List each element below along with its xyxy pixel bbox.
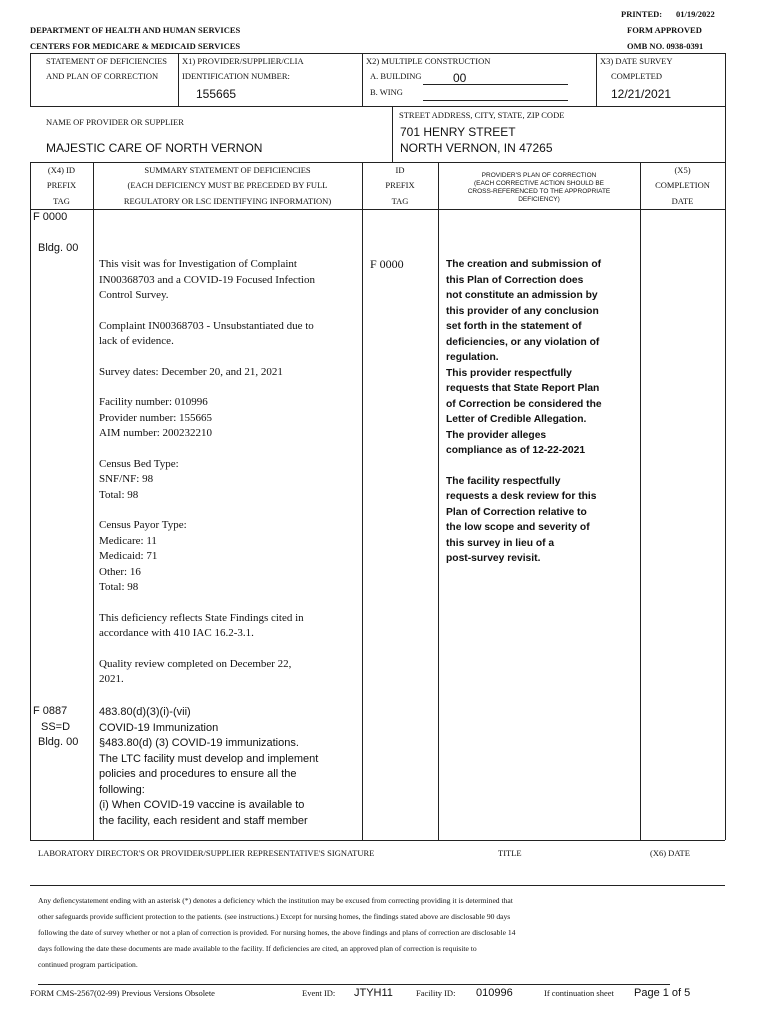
x4-header-2: PREFIX	[46, 180, 77, 190]
building-tag-2: Bldg. 00	[38, 736, 79, 748]
form-approved: FORM APPROVED	[627, 25, 702, 35]
x3-label-1: X3) DATE SURVEY	[600, 56, 673, 66]
frame-top-line	[30, 53, 725, 54]
regulation-line: (i) When COVID-19 vaccine is available to	[99, 799, 305, 811]
building-tag-1: Bldg. 00	[38, 242, 79, 254]
summary-line: Medicare: 11	[99, 534, 157, 547]
x1-label-1: X1) PROVIDER/SUPPLIER/CLIA	[182, 56, 304, 66]
disclaimer-line: continued program participation.	[38, 960, 138, 969]
building-value: 00	[453, 71, 467, 85]
plan-line: requests a desk review for this	[446, 491, 597, 502]
statement-label-1: STATEMENT OF DEFICIENCIES	[46, 56, 168, 66]
frame-line-name	[30, 162, 725, 163]
frame-left-top	[30, 53, 31, 106]
x1-label-2: IDENTIFICATION NUMBER:	[182, 71, 290, 81]
plan-line: not constitute an admission by	[446, 290, 598, 301]
id-prefix-tag-1: F 0000	[370, 257, 404, 271]
disclaimer-line: other safeguards provide sufficient protection to the patients. (see instructions.) Except for nursing homes, the findings stated above are disclosable 90 days	[38, 912, 511, 921]
plan-paragraph	[446, 474, 638, 567]
summary-line: Medicaid: 71	[99, 550, 158, 562]
plan-line: compliance as of 12-22-2021	[446, 445, 586, 456]
divider-id	[438, 162, 439, 840]
divider-x2	[362, 53, 363, 106]
plan-line: set forth in the statement of	[446, 321, 582, 332]
regulation-line: following:	[99, 783, 145, 796]
plan-line: this provider of any conclusion	[446, 305, 599, 317]
x5-header-2: COMPLETION	[655, 180, 710, 190]
plan-line: The creation and submission of	[446, 259, 602, 270]
divider-address	[392, 106, 393, 162]
id-header-3: TAG	[391, 196, 409, 206]
summary-paragraph	[99, 611, 359, 642]
prefix-tag-1: F 0000	[33, 211, 68, 223]
summary-header-3: REGULATORY OR LSC IDENTIFYING INFORMATION)	[123, 196, 332, 206]
regulation-line: 483.80(d)(3)(i)-(vii)	[99, 706, 191, 718]
address-line-1: 701 HENRY STREET	[400, 125, 516, 139]
summary-line: This visit was for Investigation of Complaint	[99, 258, 297, 270]
plan-paragraph	[446, 257, 638, 459]
x4-header-1: (X4) ID	[47, 165, 76, 175]
omb-number: OMB NO. 0938-0391	[627, 41, 704, 51]
summary-paragraph	[99, 395, 359, 442]
summary-line: 2021.	[99, 673, 124, 685]
prefix-tag-2: F 0887	[33, 705, 68, 717]
summary-line: Total: 98	[99, 488, 139, 501]
summary-line: Total: 98	[99, 581, 139, 593]
address-label: STREET ADDRESS, CITY, STATE, ZIP CODE	[399, 110, 565, 120]
plan-line: Letter of Credible Allegation.	[446, 414, 587, 425]
continuation-label: If continuation sheet	[544, 988, 614, 998]
x4-header-3: TAG	[53, 196, 70, 206]
plan-line: The facility respectfully	[446, 475, 561, 487]
regulation-line: the facility, each resident and staff member	[99, 814, 308, 827]
summary-line: Facility number: 010996	[99, 396, 208, 408]
event-id: JTYH11	[354, 987, 393, 999]
divider-x1	[178, 53, 179, 106]
summary-paragraph	[99, 365, 359, 381]
divider-plan	[640, 162, 641, 840]
statement-label-2: AND PLAN OF CORRECTION	[46, 71, 159, 81]
summary-header-1: SUMMARY STATEMENT OF DEFICIENCIES	[144, 165, 311, 175]
plan-line: The provider alleges	[446, 429, 547, 441]
summary-header-2: (EACH DEFICIENCY MUST BE PRECEDED BY FULL	[127, 180, 328, 190]
x5-header-1: (X5)	[674, 165, 691, 175]
disclaimer-line: following the date of survey whether or not a plan of correction is provided. For nursing homes, the above findings and plans of correction are disclosable 14	[38, 928, 516, 937]
plan-line: requests that State Report Plan	[446, 383, 600, 394]
plan-line: regulation.	[446, 352, 499, 363]
summary-line: Provider number: 155665	[99, 411, 213, 424]
frame-left-body	[30, 162, 31, 840]
divider-prefix	[93, 162, 94, 840]
plan-header-4: DEFICIENCY)	[518, 196, 560, 203]
regulation-text	[99, 705, 361, 829]
printed-label: PRINTED:	[621, 9, 663, 19]
id-header-2: PREFIX	[385, 180, 415, 190]
summary-line: Control Survey.	[99, 289, 169, 301]
provider-name-label: NAME OF PROVIDER OR SUPPLIER	[46, 117, 184, 127]
signature-label: LABORATORY DIRECTOR'S OR PROVIDER/SUPPLIER REPRESENTATIVE'S SIGNATURE	[38, 848, 375, 858]
department-title: DEPARTMENT OF HEALTH AND HUMAN SERVICES	[30, 25, 241, 35]
page-number: Page 1 of 5	[634, 987, 691, 999]
facility-id-label: Facility ID:	[416, 988, 456, 998]
building-underline	[423, 84, 568, 85]
wing-underline	[423, 100, 568, 101]
x5-header-3: DATE	[671, 196, 694, 206]
signature-line	[30, 885, 725, 886]
frame-right	[725, 53, 726, 840]
wing-label: B. WING	[370, 87, 403, 97]
plan-header-3: CROSS-REFERENCED TO THE APPROPRIATE	[467, 188, 611, 195]
plan-line: This provider respectfully	[446, 367, 572, 379]
summary-paragraph	[99, 457, 359, 504]
plan-line: of Correction be considered the	[446, 398, 602, 410]
frame-line-columns	[30, 209, 725, 210]
building-label: A. BUILDING	[370, 71, 422, 81]
summary-line: Census Payor Type:	[99, 519, 187, 531]
regulation-line: §483.80(d) (3) COVID-19 immunizations.	[99, 737, 299, 749]
regulation-line: The LTC facility must develop and implement	[99, 752, 319, 765]
form-label: FORM CMS-2567(02-99) Previous Versions Obsolete	[30, 988, 215, 998]
summary-paragraph	[99, 257, 359, 304]
summary-line: lack of evidence.	[99, 335, 174, 347]
scope-severity: SS=D	[41, 721, 71, 733]
x2-label: X2) MULTIPLE CONSTRUCTION	[366, 56, 491, 66]
summary-line: SNF/NF: 98	[99, 473, 154, 485]
plan-line: this survey in lieu of a	[446, 537, 555, 549]
regulation-line: policies and procedures to ensure all the	[99, 768, 297, 780]
summary-line: Quality review completed on December 22,	[99, 657, 292, 670]
summary-statement	[99, 257, 359, 703]
plan-line: this Plan of Correction does	[446, 274, 584, 286]
provider-name: MAJESTIC CARE OF NORTH VERNON	[46, 141, 263, 155]
title-label: TITLE	[498, 848, 522, 858]
provider-id: 155665	[196, 87, 237, 101]
summary-line: Complaint IN00368703 - Unsubstantiated due to	[99, 319, 314, 332]
footer-rule	[38, 984, 670, 985]
divider-x3	[596, 53, 597, 106]
summary-line: IN00368703 and a COVID-19 Focused Infection	[99, 273, 315, 286]
address-line-2: NORTH VERNON, IN 47265	[400, 141, 553, 155]
summary-paragraph	[99, 518, 359, 596]
centers-title: CENTERS FOR MEDICARE & MEDICAID SERVICES	[30, 41, 241, 51]
frame-bottom-line	[30, 840, 725, 841]
plan-line: Plan of Correction relative to	[446, 506, 587, 518]
summary-line: Census Bed Type:	[99, 457, 179, 470]
plan-line: the low scope and severity of	[446, 522, 590, 533]
summary-paragraph	[99, 319, 359, 350]
plan-of-correction	[446, 257, 638, 567]
disclaimer-line: days following the date these documents are made available to the facility. If deficiencies are cited, an approved plan of correction is requisite to	[38, 944, 477, 953]
disclaimer-line: Any defiencystatement ending with an asterisk (*) denotes a deficiency which the institution may be excused from correcting providing it is determined that	[38, 896, 513, 905]
disclaimer	[38, 893, 722, 973]
plan-line: post-survey revisit.	[446, 553, 541, 564]
regulation-line: COVID-19 Immunization	[99, 721, 219, 734]
summary-line: Other: 16	[99, 565, 141, 578]
plan-line: deficiencies, or any violation of	[446, 336, 600, 348]
survey-date: 12/21/2021	[611, 87, 672, 101]
x3-label-2: COMPLETED	[611, 71, 662, 81]
printed-date: 01/19/2022	[676, 9, 715, 19]
divider-summary	[362, 162, 363, 840]
id-header-1: ID	[395, 165, 405, 175]
summary-paragraph	[99, 657, 359, 688]
facility-id: 010996	[476, 987, 513, 999]
summary-line: Survey dates: December 20, and 21, 2021	[99, 365, 283, 378]
event-id-label: Event ID:	[302, 988, 336, 998]
x6-date-label: (X6) DATE	[650, 848, 690, 858]
plan-header-2: (EACH CORRECTIVE ACTION SHOULD BE	[473, 180, 605, 187]
frame-line-boxes	[30, 106, 725, 107]
summary-line: accordance with 410 IAC 16.2-3.1.	[99, 627, 254, 639]
plan-header-1: PROVIDER'S PLAN OF CORRECTION	[481, 172, 597, 179]
summary-line: This deficiency reflects State Findings cited in	[99, 611, 304, 624]
summary-line: AIM number: 200232210	[99, 427, 213, 439]
